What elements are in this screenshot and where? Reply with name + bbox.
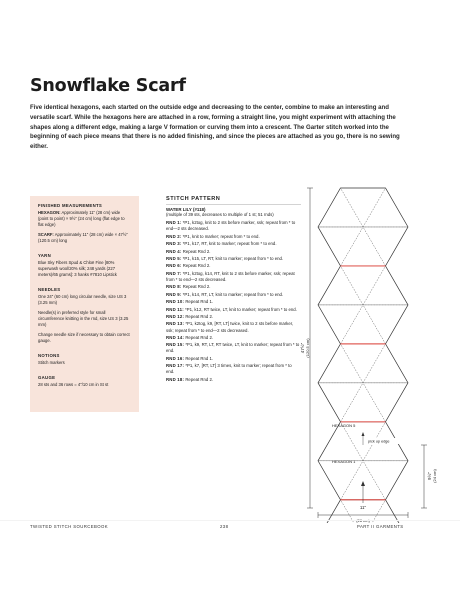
pattern-round bbox=[166, 271, 301, 283]
round-label: RND 4: bbox=[166, 248, 182, 254]
yarn-text: Blue Sky Fibers Spud & Chloë Fine [80% superwash wool/20% silk; 248 yards (227 meters)/65 grams]: 3 hanks #7810 Lipstick bbox=[38, 260, 117, 277]
round-label: RND 8: bbox=[166, 284, 182, 290]
total-length-label: 47½" bbox=[300, 342, 305, 354]
round-instruction: *P1, k2tog, k9, [RT, LT] twice, knit to 2 sts before marker, ssk; repeat from * to end—2 sts decreased. bbox=[166, 321, 294, 333]
round-label: RND 10: bbox=[166, 299, 185, 305]
round-label: RND 7: bbox=[166, 270, 182, 276]
round-instruction: *P1, k9, RT, LT, RT twice, LT, knit to marker; repeat from * to end. bbox=[166, 342, 300, 354]
pattern-round bbox=[166, 335, 301, 341]
pattern-round bbox=[166, 314, 301, 320]
round-instruction: *P1, k17, RT, knit to marker; repeat from * to end. bbox=[182, 241, 277, 247]
round-label: RND 15: bbox=[166, 342, 185, 348]
round-label: RND 3: bbox=[166, 241, 182, 247]
heading-divider bbox=[166, 204, 301, 205]
round-instruction: Repeat Rnd 2. bbox=[182, 284, 211, 290]
pattern-multiple: (multiple of 39 sts, decreases to multiple of 1 st; 51 rnds) bbox=[166, 212, 274, 217]
round-instruction: *P1, k2tog, knit to 2 sts before marker, ssk; repeat from * to end—2 sts decreased. bbox=[166, 220, 296, 232]
pattern-round bbox=[166, 241, 301, 247]
footer-page-number: 238 bbox=[220, 524, 229, 529]
pick-up-arrow-head bbox=[362, 432, 365, 436]
needles-text-2: Needle(s) in preferred style for small circumference knitting in the rnd, size US 3 (3.25 mm) bbox=[38, 310, 129, 327]
round-instruction: *P1, k14, RT, LT, knit to marker; repeat from * to end. bbox=[182, 291, 284, 297]
measurements-heading: FINISHED MEASUREMENTS bbox=[38, 203, 103, 208]
scarf-schematic bbox=[298, 183, 448, 523]
round-instruction: Repeat Rnd 1. bbox=[185, 355, 214, 361]
round-instruction: *P1, k12, RT twice, LT, knit to marker; repeat from * to end. bbox=[185, 306, 297, 312]
round-label: RND 18: bbox=[166, 376, 185, 382]
pick-up-label: pick up edge bbox=[368, 439, 390, 444]
pattern-round bbox=[166, 220, 301, 232]
footer-book-title: TWISTED STITCH SOURCEBOOK bbox=[30, 524, 109, 529]
pattern-round bbox=[166, 249, 301, 255]
round-instruction: *P1, k15, LT, RT, knit to marker; repeat from * to end. bbox=[182, 255, 284, 261]
yarn-heading: YARN bbox=[38, 253, 51, 258]
round-label: RND 16: bbox=[166, 355, 185, 361]
pattern-round bbox=[166, 284, 301, 290]
knit-direction-arrow-head bbox=[361, 481, 365, 486]
pattern-round bbox=[166, 356, 301, 362]
round-label: RND 6: bbox=[166, 263, 182, 269]
needles-text-1: One 24" (60 cm) long circular needle, size US 3 (3.25 mm) bbox=[38, 294, 127, 305]
round-label: RND 9: bbox=[166, 291, 182, 297]
round-label: RND 2: bbox=[166, 233, 182, 239]
round-label: RND 11: bbox=[166, 306, 184, 312]
round-instruction: Repeat Rnd 2. bbox=[185, 313, 214, 319]
scarf-label: SCARF: bbox=[38, 232, 54, 237]
round-label: RND 13: bbox=[166, 321, 185, 327]
hex-length-label: 9½" bbox=[427, 472, 432, 480]
round-label: RND 1: bbox=[166, 220, 182, 226]
scarf-text: Approximately 11" (28 cm) wide × 47½" (120.5 cm) long bbox=[38, 232, 128, 243]
round-instruction: Repeat Rnd 2. bbox=[185, 334, 214, 340]
needles-text-3: Change needle size if necessary to obtain correct gauge. bbox=[38, 332, 130, 343]
hexagon-1-label: HEXAGON 1 bbox=[332, 459, 356, 464]
round-label: RND 14: bbox=[166, 334, 185, 340]
pattern-round bbox=[166, 307, 301, 313]
pattern-round bbox=[166, 234, 301, 240]
pattern-round bbox=[166, 363, 301, 375]
scarf-measurement bbox=[38, 232, 131, 244]
round-instruction: Repeat Rnd 2. bbox=[185, 376, 214, 382]
round-instruction: Repeat Rnd 2. bbox=[182, 263, 211, 269]
pattern-round bbox=[166, 256, 301, 262]
hexagon-text: Approximately 11" (28 cm) wide (point to point) × 9½" (24 cm) long (flat edge to flat edge) bbox=[38, 210, 125, 227]
round-instruction: Repeat Rnd 1. bbox=[185, 299, 214, 305]
pattern-round bbox=[166, 299, 301, 305]
needles-heading: NEEDLES bbox=[38, 287, 61, 292]
intro-paragraph: Five identical hexagons, each started on the outside edge and decreasing to the center, combine to make an interesting and versatile scarf. While the hexagons here are attached in a row, forming a straight line, you might experiment with attaching the shapes along a different edge, making a large V formation or curving them into a crescent. The Garter stitch worked into the beginning of each piece means that there is no added finishing, and since the pieces are attached as you go, there is no sewing either. bbox=[30, 104, 400, 151]
pattern-round bbox=[166, 321, 301, 333]
hex-length-metric-label: (24 cm) bbox=[432, 469, 437, 483]
gauge-text: 28 sts and 36 rows = 4"/10 cm in St st bbox=[38, 382, 109, 387]
materials-sidebar bbox=[30, 196, 139, 412]
round-list bbox=[166, 220, 301, 383]
stitch-pattern-heading: STITCH PATTERN bbox=[166, 196, 221, 202]
notions-text: Stitch markers bbox=[38, 360, 65, 365]
page-title: Snowflake Scarf bbox=[30, 76, 186, 96]
round-label: RND 5: bbox=[166, 255, 182, 261]
footer-divider bbox=[0, 520, 460, 521]
total-length-metric-label: (120.5 cm) bbox=[305, 338, 310, 358]
gauge-heading: GAUGE bbox=[38, 375, 56, 380]
round-label: RND 17: bbox=[166, 363, 185, 369]
round-instruction: *P1, k7, [RT, LT] 3 times, knit to marker; repeat from * to end. bbox=[166, 363, 292, 375]
footer-section: PART II GARMENTS bbox=[357, 524, 404, 529]
hexagon-measurement bbox=[38, 210, 131, 228]
pattern-round bbox=[166, 377, 301, 383]
round-instruction: *P1, knit to marker; repeat from * to end. bbox=[182, 233, 260, 239]
hexagon-5-label: HEXAGON 5 bbox=[332, 423, 356, 428]
notions-heading: NOTIONS bbox=[38, 353, 60, 358]
schematic-svg bbox=[298, 183, 448, 523]
pattern-round bbox=[166, 263, 301, 269]
pattern-subheading: WATER LILY (#118) bbox=[166, 207, 206, 212]
round-instruction: Repeat Rnd 2. bbox=[182, 248, 211, 254]
stitch-pattern bbox=[166, 196, 301, 384]
hexagon-label: HEXAGON: bbox=[38, 210, 61, 215]
hexagon-group bbox=[318, 188, 408, 523]
width-label: 11" bbox=[359, 505, 367, 510]
round-label: RND 12: bbox=[166, 313, 185, 319]
pattern-round bbox=[166, 292, 301, 298]
pattern-round bbox=[166, 342, 301, 354]
round-instruction: *P1, k2tog, k14, RT, knit to 2 sts before marker, ssk; repeat from * to end—2 sts decreased. bbox=[166, 270, 295, 282]
